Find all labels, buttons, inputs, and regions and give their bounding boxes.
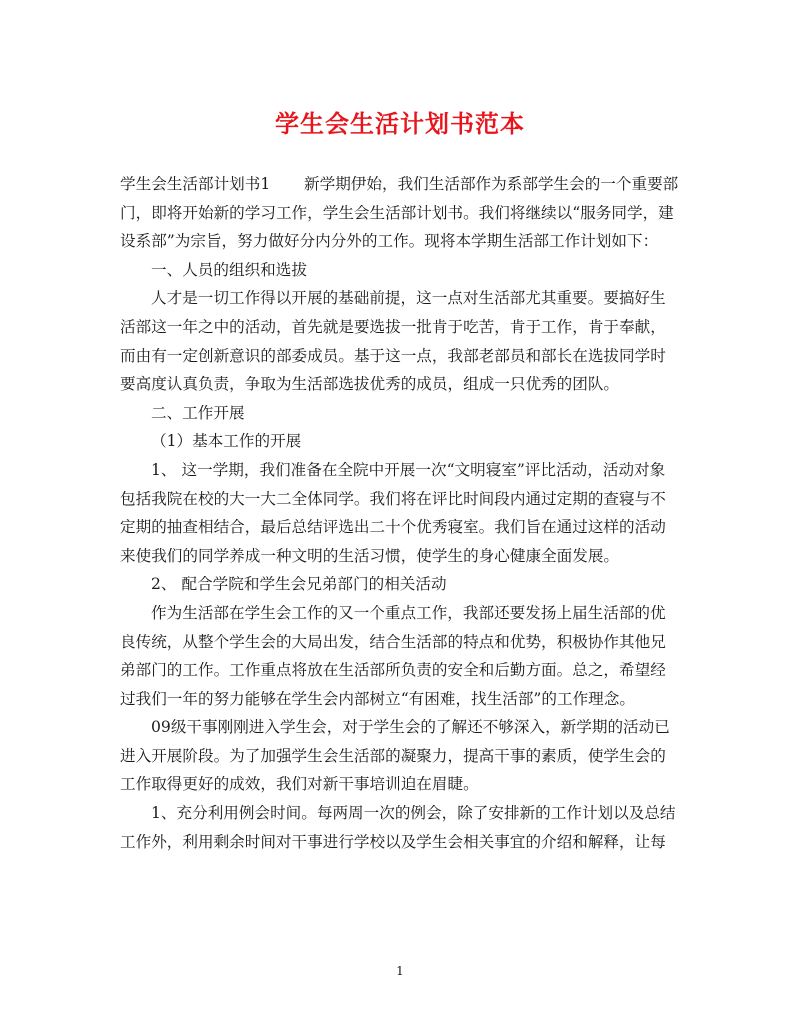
section-heading: 一、人员的组织和选拔 <box>151 260 307 279</box>
paragraph: 人才是一切工作得以开展的基础前提，这一点对生活部尤其重要。要搞好生活部这一年之中的活动，首先就是要选拔一批肯于吃苦，肯于工作，肯于奉献，而由有一定创新意识的部委成员。基于这一点，我部老部员和部长在选拔同学时要高度认真负责，争取为生活部选拔优秀的成员，组成一只优秀的团队。 <box>120 289 666 394</box>
paragraph: 作为生活部在学生会工作的又一个重点工作，我部还要发扬上届生活部的优良传统，从整个学生会的大局出发，结合生活部的特点和优势，积极协作其他兄弟部门的工作。工作重点将放在生活部所负责的安全和后勤方面。总之，希望经过我们一年的努力能够在学生会内部树立“有困难，找生活部”的工作理念。 <box>120 603 666 708</box>
paragraph: 09级干事刚刚进入学生会，对于学生会的了解还不够深入，新学期的活动已进入开展阶段。为了加强学生会生活部的凝聚力，提高干事的素质，使学生会的工作取得更好的成效，我们对新干事培训迫在眉睫。 <box>120 718 670 794</box>
page-number: 1 <box>396 964 404 978</box>
document-title: 学生会生活计划书范本 <box>275 109 525 138</box>
intro-text: 新学期伊始，我们生活部作为系部学生会的一个重要部门，即将开始新的学习工作，学生会生活部计划书。我们将继续以“服务同学，建设系部”为宗旨，努力做好分内分外的工作。现将本学期生活部工作计划如下： <box>120 175 679 251</box>
item-heading: 2、 配合学院和学生会兄弟部门的相关活动 <box>151 575 447 594</box>
document-body <box>120 170 680 856</box>
intro-label: 学生会生活部计划书1 <box>120 175 271 193</box>
section-heading: 二、工作开展 <box>151 403 245 422</box>
paragraph: 1、 这一学期，我们准备在全院中开展一次“文明寝室”评比活动，活动对象包括我院在校的大一大二全体同学。我们将在评比时间段内通过定期的查寝与不定期的抽查相结合，最后总结评选出二十个优秀寝室。我们旨在通过这样的活动来使我们的同学养成一种文明的生活习惯，使学生的身心健康全面发展。 <box>120 460 666 565</box>
intro-paragraph <box>120 170 680 256</box>
subsection-heading: （1）基本工作的开展 <box>151 432 302 451</box>
paragraph: 1、充分利用例会时间。每两周一次的例会，除了安排新的工作计划以及总结工作外，利用剩余时间对干事进行学校以及学生会相关事宜的介绍和解释，让每 <box>120 804 676 851</box>
